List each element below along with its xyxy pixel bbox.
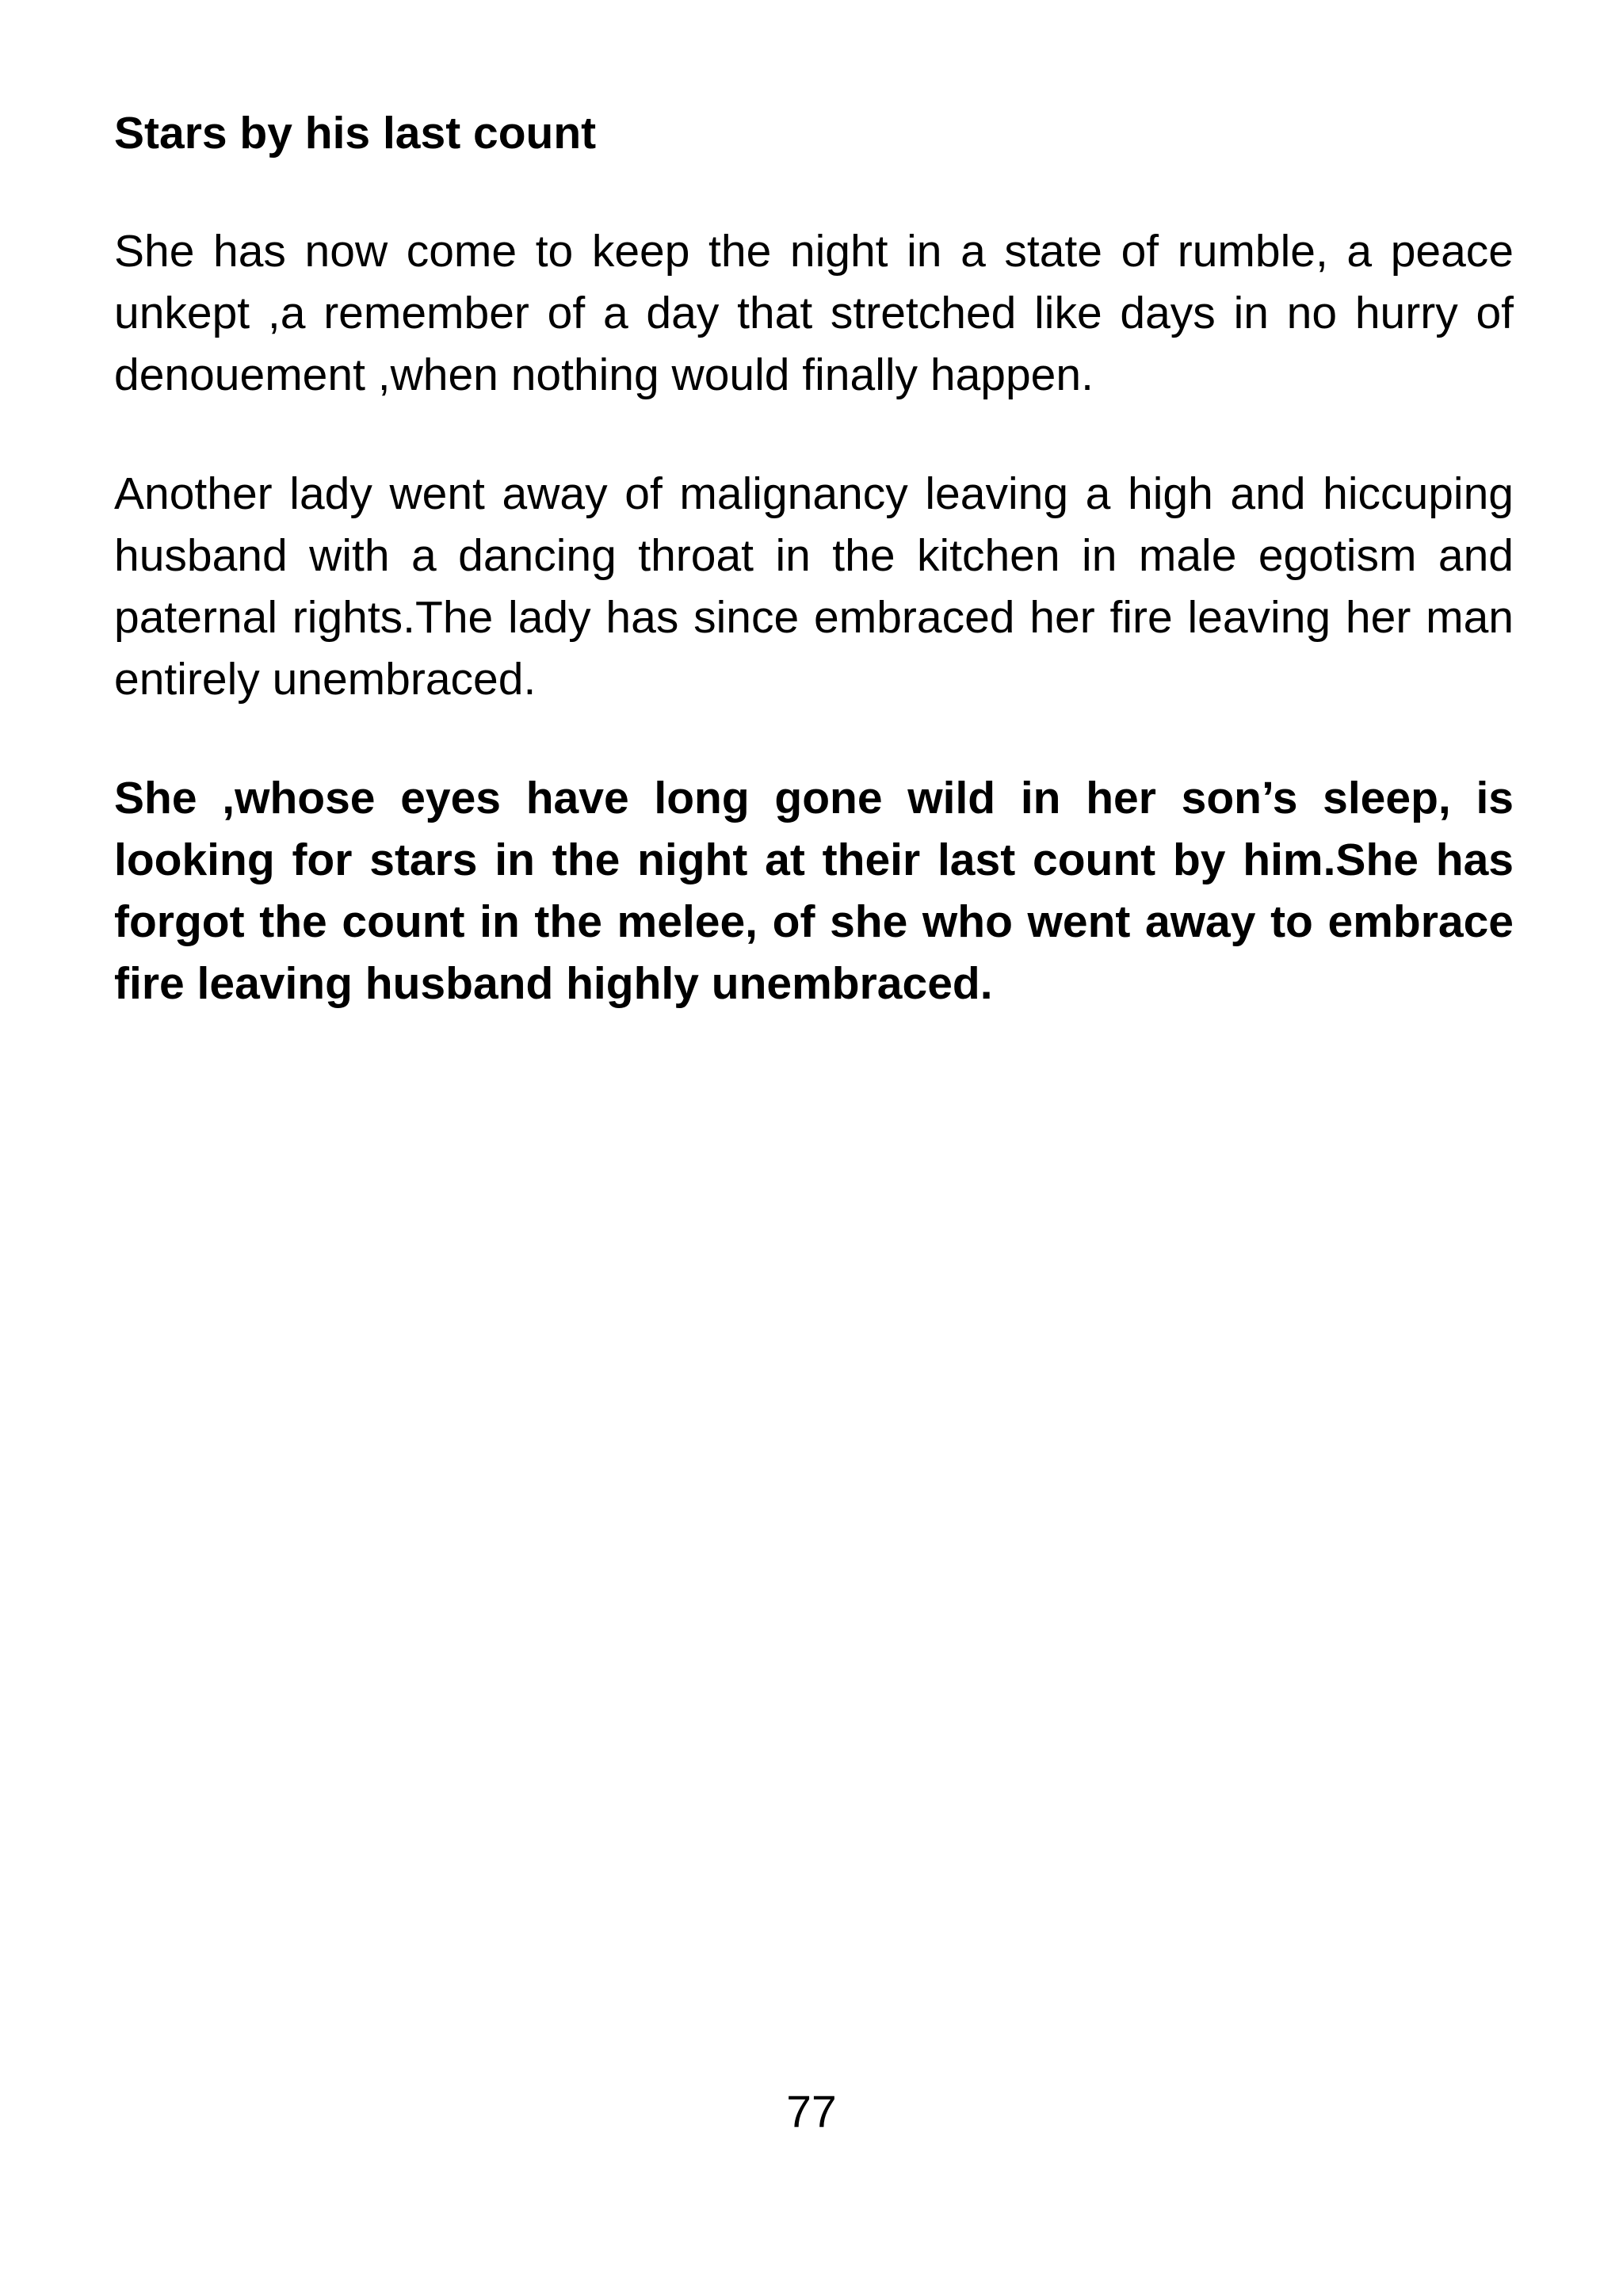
- paragraph-3-bold: She ,whose eyes have long gone wild in her son’s sleep, is looking for stars in the night at their last count by him.She has forgot the count in the melee, of she who went away to embrace fire leaving husband highly unembraced.: [114, 773, 1514, 1009]
- page-content: [114, 101, 1514, 1014]
- paragraph-2: Another lady went away of malignancy leaving a high and hiccuping husband with a dancing throat in the kitchen in male egotism and paternal rights.The lady has since embraced her fire leaving her man entirely unembraced.: [114, 468, 1514, 705]
- page-number: 77: [786, 2087, 837, 2137]
- poem-title: Stars by his last count: [114, 108, 597, 159]
- paragraph-1: She has now come to keep the night in a state of rumble, a peace unkept ,a remember of a day that stretched like days in no hurry of denouement ,when nothing would finally happen.: [114, 226, 1514, 400]
